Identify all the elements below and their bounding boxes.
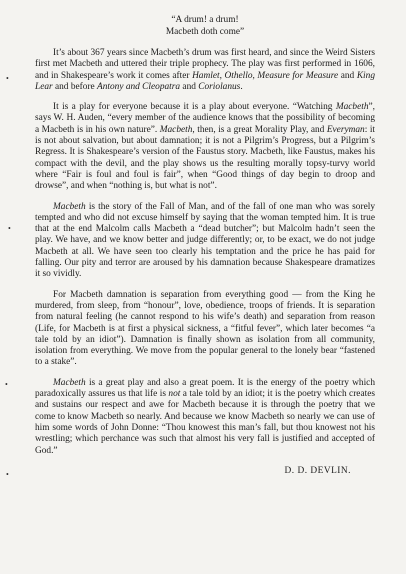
paragraph-2: It is a play for everyone because it is a play about everyone. “Watching Macbeth”, says W. H. Auden, “every member of the audience knows that the possibility of becoming a Macbeth is in his own nature”. Macbeth, then, is a great Morality Play, and Everyman: it is not about salvation, but about damnation; it is not a Pilgrim’s Progress, but a Pilgrim’s Regress. It is Shakespeare’s version of the Faustus story. Macbeth, like Faustus, makes his compact with the devil, and the play shows us the resulting morally topsy-turvy world where “Fair is foul and foul is fair”, when “Good things of day begin to droop and drowse”, and when “nothing is, but what is not”.: [35, 102, 376, 192]
margin-mark: •: [6, 74, 9, 83]
margin-mark: •: [8, 224, 11, 233]
paragraph-3: Macbeth is the story of the Fall of Man, and of the fall of one man who was sorely tempted and who did not excuse himself by saying that the woman tempted him. It is true that at the end Malcolm calls Macbeth a “dead butcher”; but Malcolm hadn’t seen the play. We have, and we know better and judge differently; or, to be exact, we do not judge Macbeth at all. We have seen too clearly his temptation and the price he has paid for falling. Our pity and terror are aroused by his damnation because Shakespeare dramatizes it so vividly.: [35, 201, 375, 280]
author-signature: D. D. DEVLIN.: [284, 465, 351, 476]
epigraph-line-1: “A drum! a drum!: [171, 15, 239, 25]
paragraph-4: For Macbeth damnation is separation from everything good — from the King he murdered, from sleep, from “honour”, love, obedience, troops of friends. It is separation from natural feeling (he cannot respond to his wife’s death) and separation from reason (Life, for Macbeth is at first a physical sickness, a “fitful fever”, which later becomes “a tale told by an idiot”). Damnation is finally shown as isolation from all community, isolation from everything. We move from the popular general to the lonely bear “fastened to a stake”.: [35, 289, 375, 368]
margin-mark: •: [5, 380, 8, 389]
epigraph-line-2: Macbeth doth come”: [165, 27, 245, 37]
document-page: [35, 14, 375, 477]
epigraph: [35, 14, 375, 38]
margin-mark: •: [6, 470, 9, 479]
paragraph-1: It’s about 367 years since Macbeth’s drum was first heard, and since the Weird Sisters first met Macbeth and uttered their triple prophecy. The play was first performed in 1606, and in Shakespeare’s work it comes after Hamlet, Othello, Measure for Measure and King Lear and before Antony and Cleopatra and Coriolanus.: [35, 48, 375, 92]
paragraph-5: Macbeth is a great play and also a great poem. It is the energy of the poetry which paradoxically assures us that life is not a tale told by an idiot; it is the poetry which creates and sustains our respect and awe for Macbeth because it is through the poetry that we come to know Macbeth so nearly. And because we know Macbeth so nearly we can use of him some words of John Donne: “Thou knowest this man’s fall, but thou knowest not his wrestling; which perchance was such that almost his very fall is justified and accepted of God.”: [35, 377, 375, 456]
